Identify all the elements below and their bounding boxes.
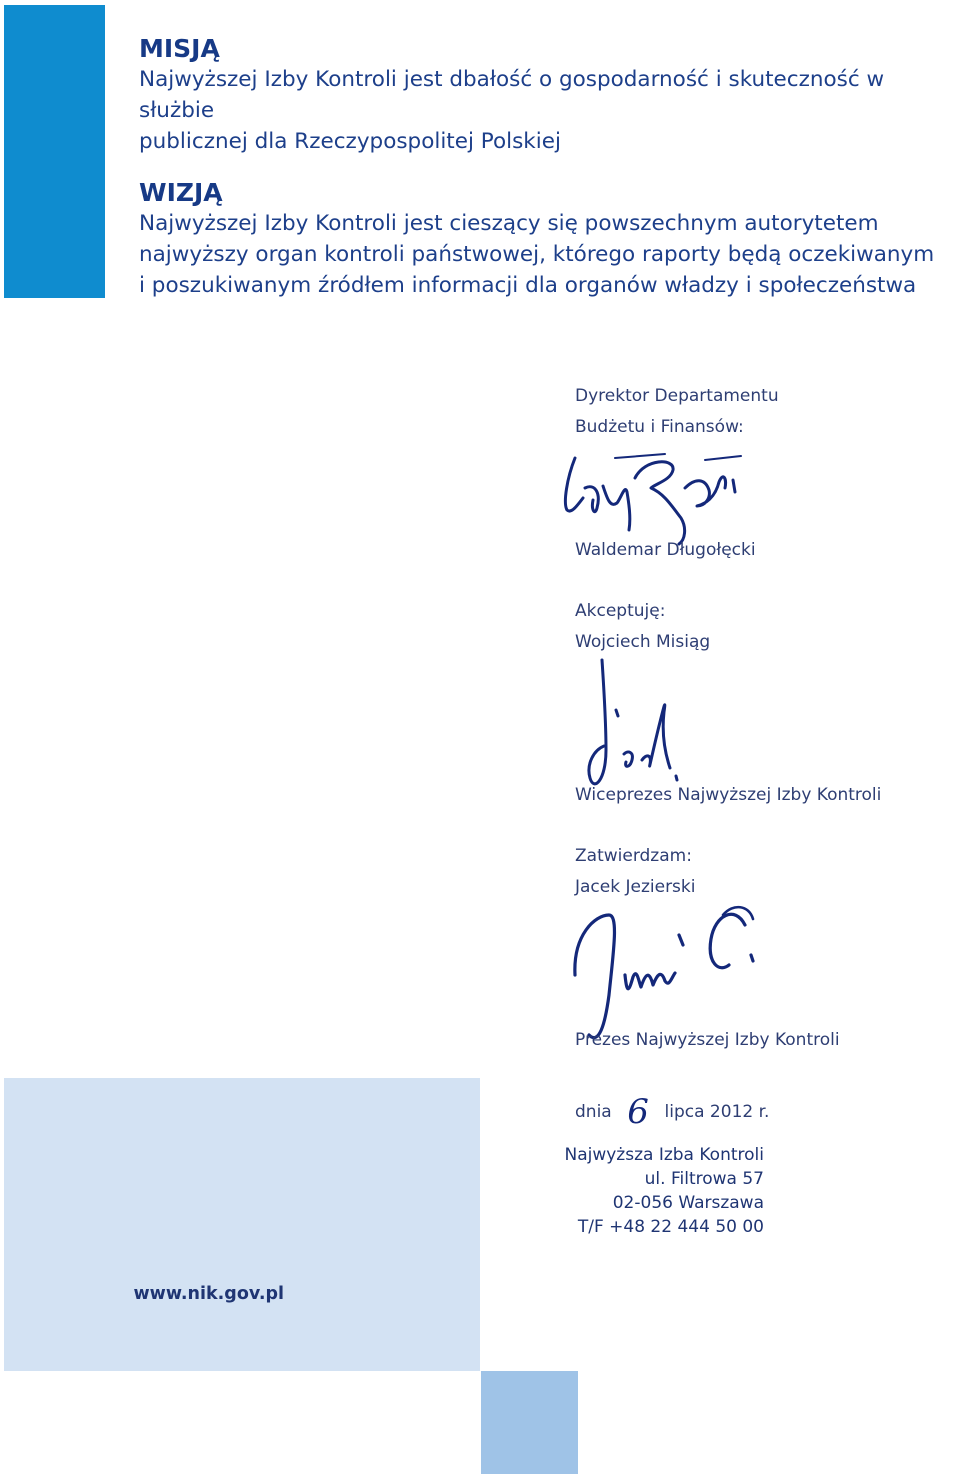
vision-line-1: Najwyższej Izby Kontroli jest cieszący się powszechnym autorytetem (139, 211, 879, 236)
vision-line-3: i poszukiwanym źródłem informacji dla organów władzy i społeczeństwa (139, 273, 917, 298)
address-block (564, 1143, 764, 1239)
mission-vision-block (139, 33, 939, 301)
director-signature (555, 448, 755, 548)
address-panel (4, 1078, 480, 1371)
vp-name: Wojciech Misiąg (575, 632, 711, 652)
date-day-handwritten: 6 (627, 1092, 649, 1132)
director-name: Waldemar Długołęcki (575, 540, 756, 560)
date-suffix: lipca 2012 r. (664, 1102, 770, 1122)
date-prefix: dnia (575, 1102, 612, 1122)
director-title-1: Dyrektor Departamentu (575, 386, 779, 406)
director-title-2: Budżetu i Finansów: (575, 417, 744, 437)
blue-accent-bar (4, 5, 105, 298)
address-street: ul. Filtrowa 57 (644, 1169, 764, 1189)
address-phone: T/F +48 22 444 50 00 (577, 1217, 764, 1237)
approve-label: Zatwierdzam: (575, 846, 692, 866)
mission-line-1: Najwyższej Izby Kontroli jest dbałość o gospodarność i skuteczność w służbie (139, 67, 885, 123)
vision-heading: WIZJĄ (139, 178, 223, 207)
bottom-accent-box (481, 1371, 578, 1474)
website-link[interactable]: www.nik.gov.pl (133, 1284, 284, 1304)
vp-title: Wiceprezes Najwyższej Izby Kontroli (575, 785, 882, 805)
signature-date (575, 1092, 769, 1132)
accept-label: Akceptuję: (575, 601, 666, 621)
vision-line-2: najwyższy organ kontroli państwowej, którego raporty będą oczekiwanym (139, 242, 935, 267)
vp-signature (580, 650, 710, 800)
president-name: Jacek Jezierski (575, 877, 696, 897)
mission-line-2: publicznej dla Rzeczypospolitej Polskiej (139, 129, 561, 154)
mission-heading: MISJĄ (139, 34, 220, 63)
address-org: Najwyższa Izba Kontroli (564, 1145, 764, 1165)
address-city: 02-056 Warszawa (612, 1193, 764, 1213)
president-title: Prezes Najwyższej Izby Kontroli (575, 1030, 840, 1050)
